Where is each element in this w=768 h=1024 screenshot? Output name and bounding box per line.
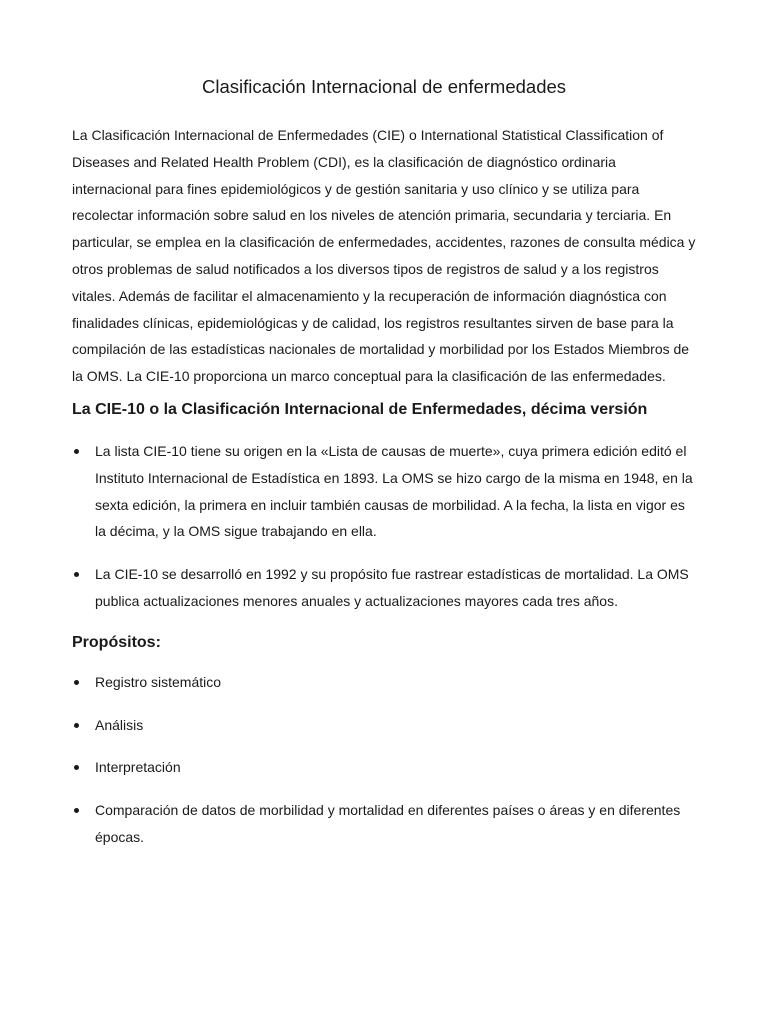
- list-item: [72, 669, 696, 696]
- section-heading: La CIE-10 o la Clasificación Internacional de Enfermedades, décima versión: [72, 400, 648, 418]
- list-item: [72, 712, 696, 739]
- list-item-text: Interpretación: [95, 759, 181, 776]
- list-item-text: Registro sistemático: [95, 673, 222, 690]
- list-item-text: La CIE-10 se desarrolló en 1992 y su propósito fue rastrear estadísticas de mortalidad. La OMS publica actualizaciones menores anuales y actualizaciones mayores cada tres años.: [95, 566, 689, 609]
- purposes-list: [72, 669, 696, 851]
- purposes-heading: Propósitos:: [72, 633, 161, 651]
- list-item: [72, 754, 696, 781]
- bullet-icon: [74, 765, 79, 770]
- bullet-icon: [74, 449, 79, 454]
- bullet-icon: [74, 572, 79, 577]
- list-item-text: Comparación de datos de morbilidad y mortalidad en diferentes países o áreas y en diferentes épocas.: [95, 802, 681, 845]
- bullet-icon: [74, 680, 79, 685]
- intro-paragraph: La Clasificación Internacional de Enfermedades (CIE) o International Statistical Classification of Diseases and Related Health Problem (CDI), es la clasificación de diagnóstico ordinaria internacional para fines epidemiológicos y de gestión sanitaria y uso clínico y se utiliza para recolectar información sobre salud en los niveles de atención primaria, secundaria y terciaria. En particular, se emplea en la clasificación de enfermedades, accidentes, razones de consulta médica y otros problemas de salud notificados a los diversos tipos de registros de salud y a los registros vitales. Además de facilitar el almacenamiento y la recuperación de información diagnóstica con finalidades clínicas, epidemiológicas y de calidad, los registros resultantes sirven de base para la compilación de las estadísticas nacionales de mortalidad y morbilidad por los Estados Miembros de la OMS. La CIE-10 proporciona un marco conceptual para la clasificación de las enfermedades.: [72, 127, 696, 385]
- list-item: [72, 561, 696, 615]
- list-item-text: La lista CIE-10 tiene su origen en la «Lista de causas de muerte», cuya primera edición editó el Instituto Internacional de Estadística en 1893. La OMS se hizo cargo de la misma en 1948, en la sexta edición, la primera en incluir también causas de morbilidad. A la fecha, la lista en vigor es la décima, y la OMS sigue trabajando en ella.: [95, 442, 693, 540]
- document-title: Clasificación Internacional de enfermedades: [201, 76, 567, 97]
- list-item: [72, 797, 696, 851]
- section-bullet-list: [72, 438, 696, 615]
- list-item-text: Análisis: [95, 716, 144, 733]
- bullet-icon: [74, 808, 79, 813]
- list-item: [72, 438, 696, 545]
- bullet-icon: [74, 723, 79, 728]
